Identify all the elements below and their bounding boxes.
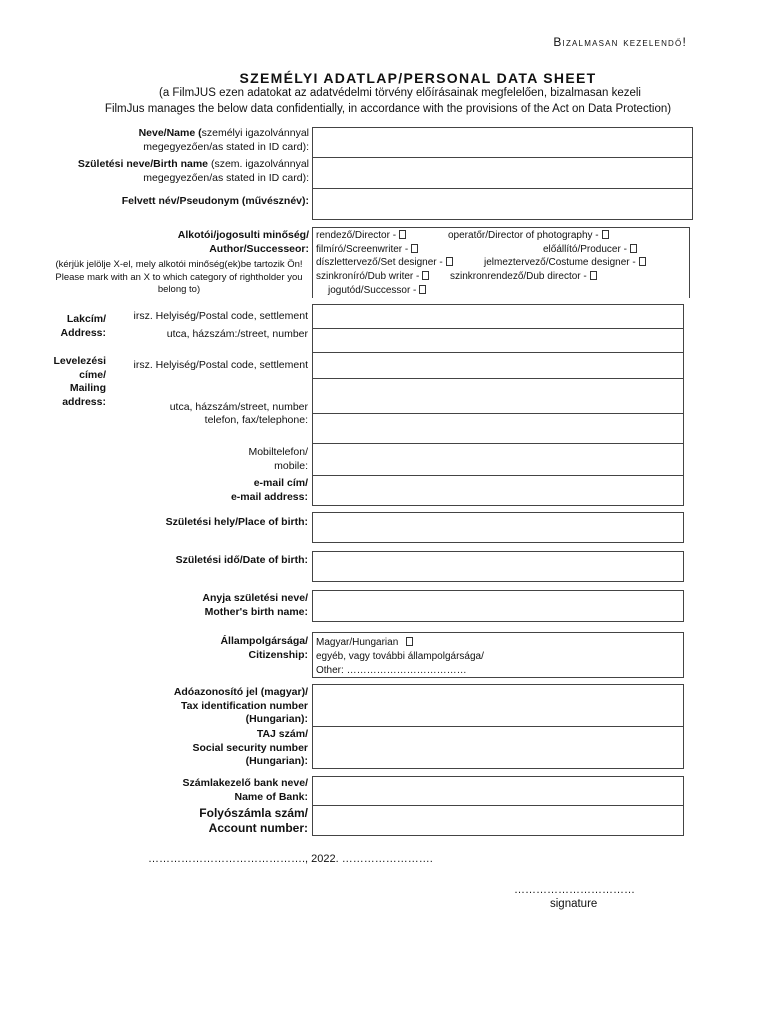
birth-name-field[interactable] [312,157,693,189]
page-title: SZEMÉLYI ADATLAP/PERSONAL DATA SHEET [239,70,597,86]
date-place-line[interactable]: ……………………………………., 2022. ……………………. [148,853,433,865]
account-number-label: Folyószámla szám/ Account number: [199,806,308,835]
taj-label: TAJ szám/ Social security number (Hungarian): [192,728,308,767]
citizenship-other-input[interactable]: Other: ……………………………… [316,665,467,676]
checkbox-icon[interactable] [602,230,609,239]
taj-field[interactable] [312,726,684,769]
place-of-birth-field[interactable] [312,512,684,543]
category-producer[interactable]: előállító/Producer - [543,243,637,257]
mailing-street-field[interactable] [312,378,684,414]
category-set-designer[interactable]: díszlettervező/Set designer - [316,256,453,270]
checkbox-icon[interactable] [422,271,429,280]
place-of-birth-label: Születési hely/Place of birth: [165,516,308,528]
pseudonym-field[interactable] [312,188,693,220]
category-screenwriter[interactable]: filmíró/Screenwriter - [316,243,418,257]
mother-name-label: Anyja születési neve/ Mother's birth name: [202,592,308,618]
signature-line[interactable]: …………………………… [514,884,635,896]
category-dop[interactable]: operatőr/Director of photography - [448,229,609,243]
citizenship-other-option: egyéb, vagy további állampolgársága/ [316,651,484,662]
email-field[interactable] [312,475,684,506]
checkbox-icon[interactable] [411,244,418,253]
category-dub-writer[interactable]: szinkroníró/Dub writer - [316,270,429,284]
birth-name-label: Születési neve/Birth name (szem. igazolvánnyal megegyezően/as stated in ID card): [77,158,309,184]
checkbox-icon[interactable] [406,637,413,646]
citizenship-hungarian-option[interactable]: Magyar/Hungarian [316,636,413,650]
name-field[interactable] [312,127,693,158]
mobile-field[interactable] [312,443,684,476]
author-label: Alkotói/jogosulti minőség/ Author/Successeor: [177,229,309,255]
author-note: (kérjük jelölje X-el, mely alkotói minőség(ek)be tartozik Ön! Please mark with an X to which category of rightholder you belong to) [55,259,303,295]
date-of-birth-field[interactable] [312,551,684,582]
bank-name-label: Számlakezelő bank neve/ Name of Bank: [182,777,308,803]
subtitle-hu: (a FilmJUS ezen adatokat az adatvédelmi törvény előírásainak megfelelően, bizalmasan kezeli [159,87,641,99]
mailing-settlement-field[interactable] [312,352,684,379]
address-label: Lakcím/ Address: [60,313,106,339]
signature-caption: signature [550,898,598,910]
mailing-street-label: utca, házszám/street, number [169,401,308,413]
address-settlement-label: irsz. Helyiség/Postal code, settlement [133,310,308,322]
tax-id-label: Adóazonosító jel (magyar)/ Tax identification number (Hungarian): [173,686,308,725]
checkbox-icon[interactable] [630,244,637,253]
phone-field[interactable] [312,413,684,444]
mailing-settlement-label: irsz. Helyiség/Postal code, settlement [133,359,308,371]
pseudonym-label: Felvett név/Pseudonym (művésznév): [121,195,309,207]
name-label: Neve/Name (személyi igazolvánnyal megegyezően/as stated in ID card): [138,127,309,153]
mobile-label: Mobiltelefon/ mobile: [248,446,308,472]
address-settlement-field[interactable] [312,304,684,329]
phone-label: telefon, fax/telephone: [204,414,308,426]
bank-name-field[interactable] [312,776,684,806]
confidential-note: Bizalmasan kezelendő! [553,35,687,49]
address-street-field[interactable] [312,328,684,353]
category-costume-designer[interactable]: jelmeztervező/Costume designer - [484,256,646,270]
checkbox-icon[interactable] [399,230,406,239]
address-street-label: utca, házszám:/street, number [166,328,308,340]
checkbox-icon[interactable] [419,285,426,294]
category-director[interactable]: rendező/Director - [316,229,406,243]
mailing-address-label: Levelezési címe/ Mailing address: [53,355,106,408]
checkbox-icon[interactable] [639,257,646,266]
checkbox-icon[interactable] [446,257,453,266]
checkbox-icon[interactable] [590,271,597,280]
subtitle-en: FilmJus manages the below data confidentially, in accordance with the provisions of the Act on Data Protection) [104,103,672,115]
citizenship-label: Állampolgársága/ Citizenship: [220,635,308,661]
email-label: e-mail cím/ e-mail address: [230,477,308,503]
account-number-field[interactable] [312,805,684,836]
category-dub-director[interactable]: szinkronrendező/Dub director - [450,270,597,284]
category-successor[interactable]: jogutód/Successor - [328,284,426,298]
tax-id-field[interactable] [312,684,684,727]
mother-name-field[interactable] [312,590,684,622]
date-of-birth-label: Születési idő/Date of birth: [175,554,308,566]
